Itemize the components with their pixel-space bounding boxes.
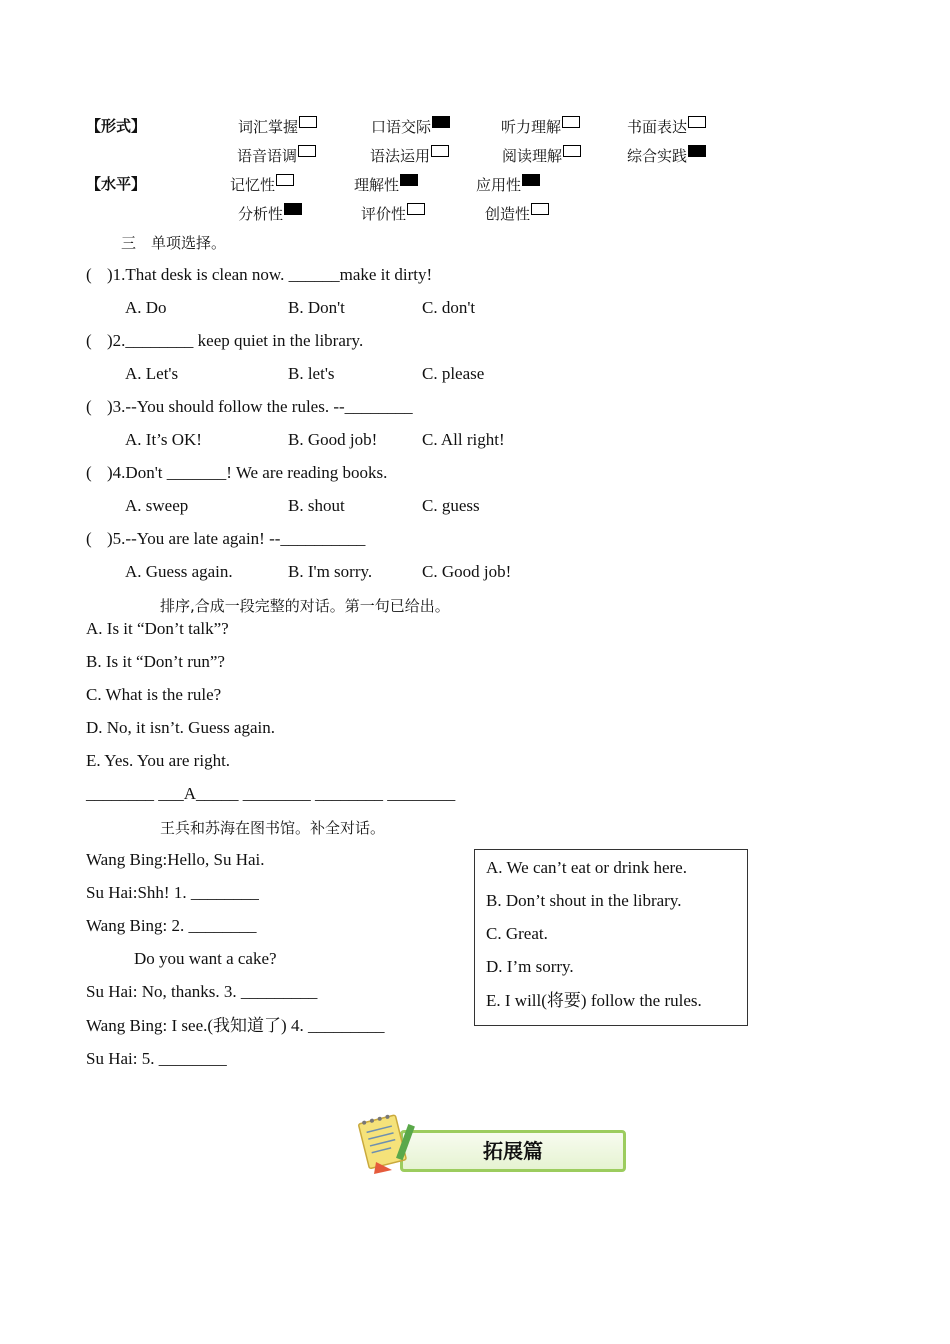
answer-line: ________ ___A_____ ________ ________ ________ xyxy=(86,784,456,803)
checkbox xyxy=(276,174,294,186)
option-b: B. shout xyxy=(288,496,345,515)
level-item-label: 创造性 xyxy=(485,205,531,223)
level-item xyxy=(485,203,549,224)
box-option: D. I’m sorry. xyxy=(486,957,574,976)
option-c: C. All right! xyxy=(422,430,505,449)
checkbox xyxy=(407,203,425,215)
option-b: B. let's xyxy=(288,364,335,383)
question-stem: )5.--You are late again! --__________ xyxy=(107,529,366,548)
form-item-label: 书面表达 xyxy=(627,118,688,136)
question-paren: ( xyxy=(86,331,92,350)
box-option: E. I will(将要) follow the rules. xyxy=(486,991,702,1010)
form-item xyxy=(627,145,706,166)
checkbox xyxy=(299,116,317,128)
dialogue-line: Do you want a cake? xyxy=(134,949,277,968)
option-b: B. I'm sorry. xyxy=(288,562,373,581)
question-stem: )2.________ keep quiet in the library. xyxy=(107,331,364,350)
level-item-label: 应用性 xyxy=(476,176,522,194)
checkbox xyxy=(400,174,418,186)
option-a: A. It’s OK! xyxy=(125,430,202,449)
banner-title: 拓展篇 xyxy=(483,1139,543,1163)
option-c: C. Good job! xyxy=(422,562,512,581)
level-item xyxy=(354,174,418,195)
checkbox xyxy=(431,145,449,157)
dialogue-line: Wang Bing: I see.(我知道了) 4. _________ xyxy=(86,1016,385,1035)
checkbox xyxy=(531,203,549,215)
option-b: B. Don't xyxy=(288,298,345,317)
form-item xyxy=(370,145,449,166)
list-item: D. No, it isn’t. Guess again. xyxy=(86,718,276,737)
level-item xyxy=(476,174,540,195)
list-item: E. Yes. You are right. xyxy=(86,751,231,770)
form-item-label: 语音语调 xyxy=(237,147,298,165)
form-item-label: 口语交际 xyxy=(371,118,432,136)
section-title: 三 单项选择。 xyxy=(121,234,227,252)
list-item: A. Is it “Don’t talk”? xyxy=(86,619,229,638)
form-item-label: 综合实践 xyxy=(627,147,688,165)
options-box xyxy=(474,849,748,1026)
question-stem: )1.That desk is clean now. ______make it dirty! xyxy=(107,265,433,284)
form-item-label: 听力理解 xyxy=(501,118,562,136)
box-option: B. Don’t shout in the library. xyxy=(486,891,682,910)
level-item-label: 分析性 xyxy=(238,205,284,223)
level-item-label: 记忆性 xyxy=(230,176,276,194)
question-stem: )3.--You should follow the rules. --________ xyxy=(107,397,413,416)
form-item xyxy=(627,116,706,137)
form-item xyxy=(371,116,450,137)
dialogue-line: Su Hai:Shh! 1. ________ xyxy=(86,883,259,902)
form-item-label: 阅读理解 xyxy=(502,147,563,165)
option-a: A. sweep xyxy=(125,496,189,515)
option-c: C. guess xyxy=(422,496,480,515)
checkbox xyxy=(688,145,706,157)
dialogue-line: Wang Bing:Hello, Su Hai. xyxy=(86,850,265,869)
question-paren: ( xyxy=(86,397,92,416)
option-c: C. please xyxy=(422,364,485,383)
option-b: B. Good job! xyxy=(288,430,378,449)
checkbox xyxy=(284,203,302,215)
form-item xyxy=(238,116,317,137)
dialogue-line: Su Hai: No, thanks. 3. _________ xyxy=(86,982,318,1001)
list-item: C. What is the rule? xyxy=(86,685,222,704)
option-a: A. Let's xyxy=(125,364,179,383)
checkbox xyxy=(563,145,581,157)
level-item-label: 评价性 xyxy=(361,205,407,223)
option-a: A. Do xyxy=(125,298,167,317)
form-item xyxy=(501,116,580,137)
checkbox xyxy=(688,116,706,128)
level-label: 【水平】 xyxy=(86,175,147,193)
question-paren: ( xyxy=(86,463,92,482)
section-banner xyxy=(356,1112,628,1178)
question-paren: ( xyxy=(86,529,92,548)
checkbox xyxy=(522,174,540,186)
level-item xyxy=(238,203,302,224)
form-item-label: 词汇掌握 xyxy=(238,118,299,136)
form-label: 【形式】 xyxy=(86,117,147,135)
level-item xyxy=(361,203,425,224)
form-item xyxy=(237,145,316,166)
box-option: C. Great. xyxy=(486,924,548,943)
checkbox xyxy=(298,145,316,157)
section-title: 王兵和苏海在图书馆。补全对话。 xyxy=(160,819,386,837)
question-paren: ( xyxy=(86,265,92,284)
form-item xyxy=(502,145,581,166)
dialogue-line: Su Hai: 5. ________ xyxy=(86,1049,227,1068)
box-option: A. We can’t eat or drink here. xyxy=(486,858,687,877)
question-stem: )4.Don't _______! We are reading books. xyxy=(107,463,388,482)
dialogue-line: Wang Bing: 2. ________ xyxy=(86,916,257,935)
checkbox xyxy=(562,116,580,128)
checkbox xyxy=(432,116,450,128)
form-item-label: 语法运用 xyxy=(370,147,431,165)
section-title: 排序,合成一段完整的对话。第一句已给出。 xyxy=(160,597,450,615)
level-item-label: 理解性 xyxy=(354,176,400,194)
option-a: A. Guess again. xyxy=(125,562,233,581)
option-c: C. don't xyxy=(422,298,476,317)
level-item xyxy=(230,174,294,195)
list-item: B. Is it “Don’t run”? xyxy=(86,652,225,671)
